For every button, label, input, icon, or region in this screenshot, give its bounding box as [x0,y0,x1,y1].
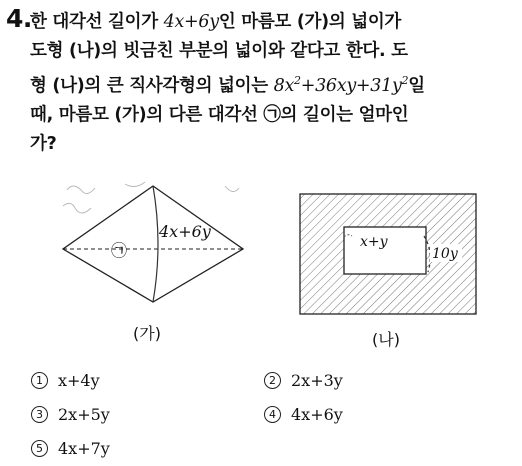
area-expression-part-b: +36xy+31y [300,76,402,96]
question-text [30,8,510,159]
choice-5[interactable] [31,439,110,458]
choice-2-text: 2x+3y [291,371,343,390]
choice-5-text: 4x+7y [58,439,110,458]
choice-3-number: 3 [31,406,48,423]
question-line-3-post: 일 [408,76,425,96]
figure-hatched-rectangle [298,192,480,317]
rhombus-marker-label: ㉠ [111,241,128,260]
inner-width-label: x+y [360,234,388,250]
question-line-3 [30,66,510,101]
area-exponent-2: 2 [401,74,409,87]
choice-3[interactable] [31,405,110,424]
area-exponent-1: 2 [294,74,301,87]
choice-5-number: 5 [31,440,48,457]
area-expression-part-a: 8x [273,76,295,96]
figure-b-caption: (나) [372,330,400,349]
vertical-diagonal [153,186,158,302]
choice-4-text: 4x+6y [291,405,343,424]
choice-4[interactable] [264,405,343,424]
figure-a-caption: (가) [133,324,161,343]
question-line-3-pre: 형 (나)의 큰 직사각형의 넓이는 [30,76,274,96]
inner-height-label: 10y [432,246,458,262]
question-line-1-pre: 한 대각선 길이가 [30,12,164,32]
choice-2[interactable] [264,371,343,390]
choice-1-number: 1 [31,372,48,389]
rhombus-diagonal-label: 4x+6y [159,222,211,241]
question-line-5: 가? [30,134,57,154]
question-number: 4. [6,4,32,33]
question-line-4: 때, 마름모 (가)의 다른 대각선 ㉠의 길이는 얼마인 [30,105,409,125]
question-line-2: 도형 (나)의 빗금친 부분의 넓이와 같다고 한다. 도 [30,41,408,61]
choice-1[interactable] [31,371,100,390]
choice-4-number: 4 [264,406,281,423]
choice-3-text: 2x+5y [58,405,110,424]
choice-2-number: 2 [264,372,281,389]
choice-1-text: x+4y [58,371,100,390]
question-line-1-post: 인 마름모 (가)의 넓이가 [218,12,402,32]
diagonal-expression: 4x+6y [163,12,219,32]
area-expression [274,76,409,96]
question-line-1 [30,8,510,37]
figure-rhombus [55,178,250,308]
rhombus-outline [63,186,243,302]
